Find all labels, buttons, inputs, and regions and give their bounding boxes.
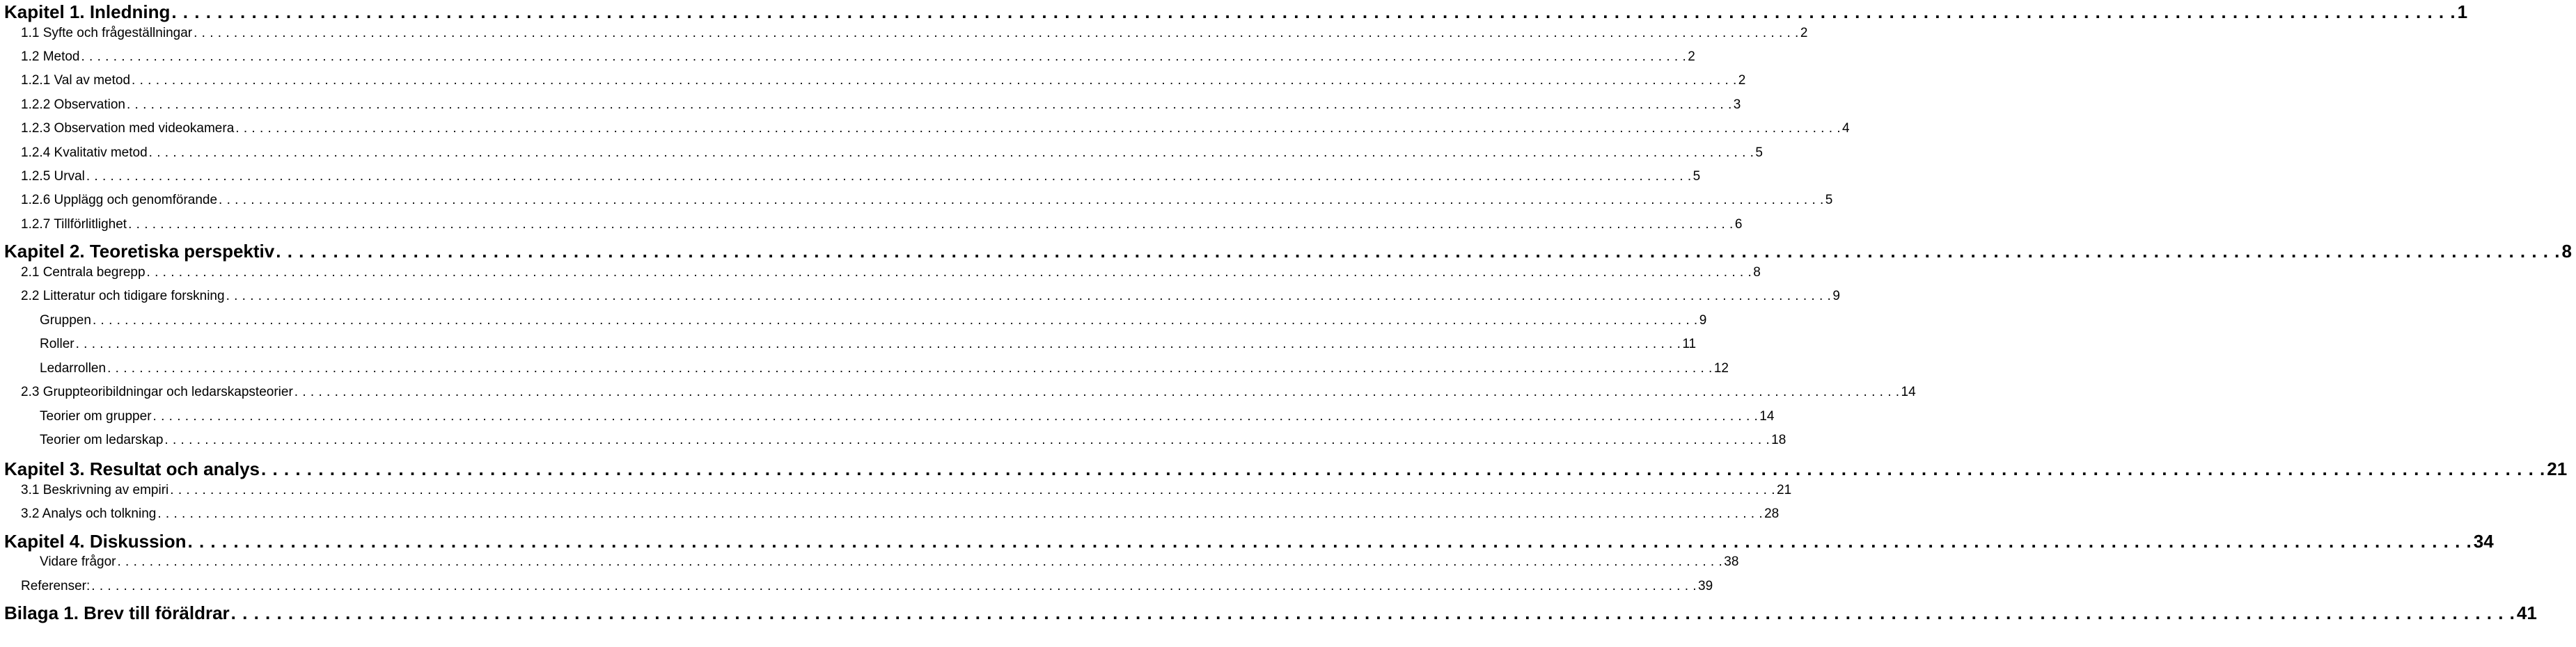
toc-page-number: 34 bbox=[2473, 531, 2494, 552]
toc-page-number: 5 bbox=[1825, 193, 1833, 207]
toc-dot-leader: . . . . . . . . . . . . . . . . . . . . . . . . . . . . . . . . . . . . . . . . . . . . . . . . . . . . . . . . . . . . . . . . . . . . . . . . . . . . . . . . . . . . . . . . . . . . . . . . . . . . . . . . . . . . . . . . . . . . . . . . . . . . . . . . . . . . . . . . . . . . . . . . . . . . . . . . . . . . . . . . . . . . . . . . . . . . . . . . . . . . . . . . . . . . . . . . . . . . . . . . bbox=[170, 483, 1776, 497]
toc-section-entry[interactable] bbox=[0, 169, 1701, 184]
toc-page-number: 2 bbox=[1800, 26, 1808, 40]
toc-entry-title: Kapitel 2. Teoretiska perspektiv bbox=[4, 241, 275, 262]
toc-chapter-entry[interactable] bbox=[0, 458, 2568, 480]
toc-chapter-entry[interactable] bbox=[0, 241, 2572, 262]
toc-page-number: 3 bbox=[1733, 97, 1741, 112]
toc-entry-title: Kapitel 3. Resultat och analys bbox=[4, 458, 260, 479]
toc-section-entry[interactable] bbox=[0, 26, 1808, 41]
toc-page-number: 14 bbox=[1759, 409, 1775, 424]
toc-dot-leader: . . . . . . . . . . . . . . . . . . . . . . . . . . . . . . . . . . . . . . . . . . . . . . . . . . . . . . . . . . . . . . . . . . . . . . . . . . . . . . . . . . . . . . . . . . . . . . . . . . . . . . . . . . . . . . . . . . . . . . . . . . . . . . . . . . . . . . . . . . . . . . . . . . . . . . . . . . . . . . . . . . . . . . . . . . . . . . . . . . . . . . . . . . . . . . . . . . . . . . . . bbox=[75, 337, 1681, 351]
toc-chapter-entry[interactable] bbox=[0, 1, 2468, 23]
toc-section-entry[interactable] bbox=[0, 554, 1739, 570]
toc-dot-leader: . . . . . . . . . . . . . . . . . . . . . . . . . . . . . . . . . . . . . . . . . . . . . . . . . . . . . . . . . . . . . . . . . . . . . . . . . . . . . . . . . . . . . . . . . . . . . . . . . . . . . . . . . . . . . . . . . . . . . . . . . . . . . . . . . . . . . . . . . . . . . . . . . . . . . . . . . . . . . . . . . . . . . . . . . . . . . . . . . . . . . . . . . . . . . . . . . . . . . . . . bbox=[226, 289, 1832, 303]
toc-entry-title: 2.3 Gruppteoribildningar och ledarskapsteorier bbox=[21, 385, 293, 399]
toc-chapter-entry[interactable] bbox=[0, 602, 2537, 624]
toc-entry-title: 1.2.5 Urval bbox=[21, 169, 85, 184]
toc-page-number: 41 bbox=[2516, 602, 2537, 623]
toc-dot-leader: . . . . . . . . . . . . . . . . . . . . . . . . . . . . . . . . . . . . . . . . . . . . . . . . . . . . . . . . . . . . . . . . . . . . . . . . . . . . . . . . . . . . . . . . . . . . . . . . . . . . . . . . . . . . . . . . . . . . . . . . . . . . . . . . . . . . . . . . . . . . . . . . . . . . . . . . . . . . . . . . . . . . . . . . . . . . . . . . . . . . . . . . . . . . . . . . . . . . . . . . bbox=[187, 531, 2472, 552]
toc-entry-title: 1.2.6 Upplägg och genomförande bbox=[21, 193, 218, 207]
toc-dot-leader: . . . . . . . . . . . . . . . . . . . . . . . . . . . . . . . . . . . . . . . . . . . . . . . . . . . . . . . . . . . . . . . . . . . . . . . . . . . . . . . . . . . . . . . . . . . . . . . . . . . . . . . . . . . . . . . . . . . . . . . . . . . . . . . . . . . . . . . . . . . . . . . . . . . . . . . . . . . . . . . . . . . . . . . . . . . . . . . . . . . . . . . . . . . . . . . . . . . . . . . . bbox=[107, 361, 1713, 376]
toc-dot-leader: . . . . . . . . . . . . . . . . . . . . . . . . . . . . . . . . . . . . . . . . . . . . . . . . . . . . . . . . . . . . . . . . . . . . . . . . . . . . . . . . . . . . . . . . . . . . . . . . . . . . . . . . . . . . . . . . . . . . . . . . . . . . . . . . . . . . . . . . . . . . . . . . . . . . . . . . . . . . . . . . . . . . . . . . . . . . . . . . . . . . . . . . . . . . . . . . . . . . . . . . bbox=[86, 169, 1692, 184]
toc-chapter-entry[interactable] bbox=[0, 531, 2494, 552]
toc-dot-leader: . . . . . . . . . . . . . . . . . . . . . . . . . . . . . . . . . . . . . . . . . . . . . . . . . . . . . . . . . . . . . . . . . . . . . . . . . . . . . . . . . . . . . . . . . . . . . . . . . . . . . . . . . . . . . . . . . . . . . . . . . . . . . . . . . . . . . . . . . . . . . . . . . . . . . . . . . . . . . . . . . . . . . . . . . . . . . . . . . . . . . . . . . . . . . . . . . . . . . . . . bbox=[276, 241, 2561, 262]
toc-entry-title: Kapitel 1. Inledning bbox=[4, 1, 171, 22]
toc-section-entry[interactable] bbox=[0, 265, 1761, 280]
toc-dot-leader: . . . . . . . . . . . . . . . . . . . . . . . . . . . . . . . . . . . . . . . . . . . . . . . . . . . . . . . . . . . . . . . . . . . . . . . . . . . . . . . . . . . . . . . . . . . . . . . . . . . . . . . . . . . . . . . . . . . . . . . . . . . . . . . . . . . . . . . . . . . . . . . . . . . . . . . . . . . . . . . . . . . . . . . . . . . . . . . . . . . . . . . . . . . . . . . . . . . . . . . . bbox=[117, 554, 1723, 569]
toc-section-entry[interactable] bbox=[0, 121, 1850, 136]
toc-entry-title: 1.2.2 Observation bbox=[21, 97, 125, 112]
toc-entry-title: 1.2.3 Observation med videokamera bbox=[21, 121, 235, 136]
toc-section-entry[interactable] bbox=[0, 313, 1707, 328]
toc-page-number: 6 bbox=[1734, 217, 1743, 232]
toc-dot-leader: . . . . . . . . . . . . . . . . . . . . . . . . . . . . . . . . . . . . . . . . . . . . . . . . . . . . . . . . . . . . . . . . . . . . . . . . . . . . . . . . . . . . . . . . . . . . . . . . . . . . . . . . . . . . . . . . . . . . . . . . . . . . . . . . . . . . . . . . . . . . . . . . . . . . . . . . . . . . . . . . . . . . . . . . . . . . . . . . . . . . . . . . . . . . . . . . . . . . . . . . bbox=[164, 433, 1770, 447]
toc-entry-title: Teorier om grupper bbox=[40, 409, 152, 424]
toc-dot-leader: . . . . . . . . . . . . . . . . . . . . . . . . . . . . . . . . . . . . . . . . . . . . . . . . . . . . . . . . . . . . . . . . . . . . . . . . . . . . . . . . . . . . . . . . . . . . . . . . . . . . . . . . . . . . . . . . . . . . . . . . . . . . . . . . . . . . . . . . . . . . . . . . . . . . . . . . . . . . . . . . . . . . . . . . . . . . . . . . . . . . . . . . . . . . . . . . . . . . . . . . bbox=[126, 97, 1732, 112]
toc-entry-title: 1.2.4 Kvalitativ metod bbox=[21, 145, 148, 160]
toc-dot-leader: . . . . . . . . . . . . . . . . . . . . . . . . . . . . . . . . . . . . . . . . . . . . . . . . . . . . . . . . . . . . . . . . . . . . . . . . . . . . . . . . . . . . . . . . . . . . . . . . . . . . . . . . . . . . . . . . . . . . . . . . . . . . . . . . . . . . . . . . . . . . . . . . . . . . . . . . . . . . . . . . . . . . . . . . . . . . . . . . . . . . . . . . . . . . . . . . . . . . . . . . bbox=[91, 579, 1697, 593]
toc-section-entry[interactable] bbox=[0, 361, 1729, 376]
toc-dot-leader: . . . . . . . . . . . . . . . . . . . . . . . . . . . . . . . . . . . . . . . . . . . . . . . . . . . . . . . . . . . . . . . . . . . . . . . . . . . . . . . . . . . . . . . . . . . . . . . . . . . . . . . . . . . . . . . . . . . . . . . . . . . . . . . . . . . . . . . . . . . . . . . . . . . . . . . . . . . . . . . . . . . . . . . . . . . . . . . . . . . . . . . . . . . . . . . . . . . . . . . . bbox=[152, 409, 1759, 424]
toc-dot-leader: . . . . . . . . . . . . . . . . . . . . . . . . . . . . . . . . . . . . . . . . . . . . . . . . . . . . . . . . . . . . . . . . . . . . . . . . . . . . . . . . . . . . . . . . . . . . . . . . . . . . . . . . . . . . . . . . . . . . . . . . . . . . . . . . . . . . . . . . . . . . . . . . . . . . . . . . . . . . . . . . . . . . . . . . . . . . . . . . . . . . . . . . . . . . . . . . . . . . . . . . bbox=[148, 145, 1754, 160]
toc-page-number: 14 bbox=[1901, 385, 1916, 399]
toc-page-number: 4 bbox=[1842, 121, 1850, 136]
toc-page-number: 2 bbox=[1688, 49, 1695, 64]
toc-dot-leader: . . . . . . . . . . . . . . . . . . . . . . . . . . . . . . . . . . . . . . . . . . . . . . . . . . . . . . . . . . . . . . . . . . . . . . . . . . . . . . . . . . . . . . . . . . . . . . . . . . . . . . . . . . . . . . . . . . . . . . . . . . . . . . . . . . . . . . . . . . . . . . . . . . . . . . . . . . . . . . . . . . . . . . . . . . . . . . . . . . . . . . . . . . . . . . . . . . . . . . . . bbox=[235, 121, 1841, 136]
toc-dot-leader: . . . . . . . . . . . . . . . . . . . . . . . . . . . . . . . . . . . . . . . . . . . . . . . . . . . . . . . . . . . . . . . . . . . . . . . . . . . . . . . . . . . . . . . . . . . . . . . . . . . . . . . . . . . . . . . . . . . . . . . . . . . . . . . . . . . . . . . . . . . . . . . . . . . . . . . . . . . . . . . . . . . . . . . . . . . . . . . . . . . . . . . . . . . . . . . . . . . . . . . . bbox=[81, 49, 1687, 64]
toc-entry-title: Kapitel 4. Diskussion bbox=[4, 531, 187, 552]
toc-page-number: 9 bbox=[1832, 289, 1840, 303]
toc-entry-title: Ledarrollen bbox=[40, 361, 107, 376]
toc-entry-title: Gruppen bbox=[40, 313, 91, 328]
toc-section-entry[interactable] bbox=[0, 145, 1763, 161]
toc-page-number: 5 bbox=[1755, 145, 1763, 160]
toc-entry-title: 1.1 Syfte och frågeställningar bbox=[21, 26, 193, 40]
toc-page-number: 9 bbox=[1699, 313, 1707, 328]
toc-page-number: 21 bbox=[2547, 458, 2568, 479]
toc-page-number: 2 bbox=[1738, 73, 1746, 88]
toc-section-entry[interactable] bbox=[0, 433, 1786, 448]
toc-section-entry[interactable] bbox=[0, 73, 1746, 88]
toc-page-number: 12 bbox=[1713, 361, 1729, 376]
toc-entry-title: 1.2 Metod bbox=[21, 49, 80, 64]
toc-entry-title: Vidare frågor bbox=[40, 554, 116, 569]
toc-entry-title: Teorier om ledarskap bbox=[40, 433, 164, 447]
toc-dot-leader: . . . . . . . . . . . . . . . . . . . . . . . . . . . . . . . . . . . . . . . . . . . . . . . . . . . . . . . . . . . . . . . . . . . . . . . . . . . . . . . . . . . . . . . . . . . . . . . . . . . . . . . . . . . . . . . . . . . . . . . . . . . . . . . . . . . . . . . . . . . . . . . . . . . . . . . . . . . . . . . . . . . . . . . . . . . . . . . . . . . . . . . . . . . . . . . . . . . . . . . . bbox=[157, 506, 1764, 521]
toc-page-number: 8 bbox=[1753, 265, 1761, 280]
toc-entry-title: 3.1 Beskrivning av empiri bbox=[21, 483, 169, 497]
toc-section-entry[interactable] bbox=[0, 97, 1741, 113]
toc-entry-title: 1.2.7 Tillförlitlighet bbox=[21, 217, 127, 232]
toc-section-entry[interactable] bbox=[0, 506, 1780, 522]
toc-page-number: 5 bbox=[1693, 169, 1701, 184]
toc-entry-title: 1.2.1 Val av metod bbox=[21, 73, 131, 88]
toc-entry-title: Referenser: bbox=[21, 579, 91, 593]
toc-page-number: 11 bbox=[1682, 337, 1697, 351]
toc-section-entry[interactable] bbox=[0, 337, 1697, 352]
toc-section-entry[interactable] bbox=[0, 217, 1743, 232]
toc-section-entry[interactable] bbox=[0, 289, 1840, 304]
toc-dot-leader: . . . . . . . . . . . . . . . . . . . . . . . . . . . . . . . . . . . . . . . . . . . . . . . . . . . . . . . . . . . . . . . . . . . . . . . . . . . . . . . . . . . . . . . . . . . . . . . . . . . . . . . . . . . . . . . . . . . . . . . . . . . . . . . . . . . . . . . . . . . . . . . . . . . . . . . . . . . . . . . . . . . . . . . . . . . . . . . . . . . . . . . . . . . . . . . . . . . . . . . . bbox=[294, 385, 1900, 399]
toc-dot-leader: . . . . . . . . . . . . . . . . . . . . . . . . . . . . . . . . . . . . . . . . . . . . . . . . . . . . . . . . . . . . . . . . . . . . . . . . . . . . . . . . . . . . . . . . . . . . . . . . . . . . . . . . . . . . . . . . . . . . . . . . . . . . . . . . . . . . . . . . . . . . . . . . . . . . . . . . . . . . . . . . . . . . . . . . . . . . . . . . . . . . . . . . . . . . . . . . . . . . . . . . bbox=[132, 73, 1737, 88]
toc-dot-leader: . . . . . . . . . . . . . . . . . . . . . . . . . . . . . . . . . . . . . . . . . . . . . . . . . . . . . . . . . . . . . . . . . . . . . . . . . . . . . . . . . . . . . . . . . . . . . . . . . . . . . . . . . . . . . . . . . . . . . . . . . . . . . . . . . . . . . . . . . . . . . . . . . . . . . . . . . . . . . . . . . . . . . . . . . . . . . . . . . . . . . . . . . . . . . . . . . . . . . . . . bbox=[261, 458, 2546, 479]
toc-page-number: 39 bbox=[1698, 579, 1713, 593]
toc-entry-title: 3.2 Analys och tolkning bbox=[21, 506, 157, 521]
toc-section-entry[interactable] bbox=[0, 579, 1713, 594]
toc-section-entry[interactable] bbox=[0, 483, 1792, 498]
toc-dot-leader: . . . . . . . . . . . . . . . . . . . . . . . . . . . . . . . . . . . . . . . . . . . . . . . . . . . . . . . . . . . . . . . . . . . . . . . . . . . . . . . . . . . . . . . . . . . . . . . . . . . . . . . . . . . . . . . . . . . . . . . . . . . . . . . . . . . . . . . . . . . . . . . . . . . . . . . . . . . . . . . . . . . . . . . . . . . . . . . . . . . . . . . . . . . . . . . . . . . . . . . . bbox=[146, 265, 1752, 280]
toc-entry-title: 2.1 Centrala begrepp bbox=[21, 265, 146, 280]
toc-page-number: 28 bbox=[1764, 506, 1780, 521]
toc-page-number: 21 bbox=[1777, 483, 1792, 497]
toc-entry-title: Roller bbox=[40, 337, 74, 351]
toc-page-number: 1 bbox=[2457, 1, 2468, 22]
toc-section-entry[interactable] bbox=[0, 409, 1775, 424]
toc-section-entry[interactable] bbox=[0, 49, 1695, 65]
toc-dot-leader: . . . . . . . . . . . . . . . . . . . . . . . . . . . . . . . . . . . . . . . . . . . . . . . . . . . . . . . . . . . . . . . . . . . . . . . . . . . . . . . . . . . . . . . . . . . . . . . . . . . . . . . . . . . . . . . . . . . . . . . . . . . . . . . . . . . . . . . . . . . . . . . . . . . . . . . . . . . . . . . . . . . . . . . . . . . . . . . . . . . . . . . . . . . . . . . . . . . . . . . . bbox=[92, 313, 1698, 328]
toc-page-number: 18 bbox=[1771, 433, 1786, 447]
toc-dot-leader: . . . . . . . . . . . . . . . . . . . . . . . . . . . . . . . . . . . . . . . . . . . . . . . . . . . . . . . . . . . . . . . . . . . . . . . . . . . . . . . . . . . . . . . . . . . . . . . . . . . . . . . . . . . . . . . . . . . . . . . . . . . . . . . . . . . . . . . . . . . . . . . . . . . . . . . . . . . . . . . . . . . . . . . . . . . . . . . . . . . . . . . . . . . . . . . . . . . . . . . . bbox=[194, 26, 1799, 40]
toc-section-entry[interactable] bbox=[0, 193, 1833, 208]
toc-page-number: 8 bbox=[2561, 241, 2572, 262]
toc-section-entry[interactable] bbox=[0, 385, 1916, 400]
toc-entry-title: 2.2 Litteratur och tidigare forskning bbox=[21, 289, 225, 303]
toc-dot-leader: . . . . . . . . . . . . . . . . . . . . . . . . . . . . . . . . . . . . . . . . . . . . . . . . . . . . . . . . . . . . . . . . . . . . . . . . . . . . . . . . . . . . . . . . . . . . . . . . . . . . . . . . . . . . . . . . . . . . . . . . . . . . . . . . . . . . . . . . . . . . . . . . . . . . . . . . . . . . . . . . . . . . . . . . . . . . . . . . . . . . . . . . . . . . . . . . . . . . . . . . bbox=[171, 1, 2456, 22]
toc-dot-leader: . . . . . . . . . . . . . . . . . . . . . . . . . . . . . . . . . . . . . . . . . . . . . . . . . . . . . . . . . . . . . . . . . . . . . . . . . . . . . . . . . . . . . . . . . . . . . . . . . . . . . . . . . . . . . . . . . . . . . . . . . . . . . . . . . . . . . . . . . . . . . . . . . . . . . . . . . . . . . . . . . . . . . . . . . . . . . . . . . . . . . . . . . . . . . . . . . . . . . . . . bbox=[219, 193, 1824, 207]
toc-dot-leader: . . . . . . . . . . . . . . . . . . . . . . . . . . . . . . . . . . . . . . . . . . . . . . . . . . . . . . . . . . . . . . . . . . . . . . . . . . . . . . . . . . . . . . . . . . . . . . . . . . . . . . . . . . . . . . . . . . . . . . . . . . . . . . . . . . . . . . . . . . . . . . . . . . . . . . . . . . . . . . . . . . . . . . . . . . . . . . . . . . . . . . . . . . . . . . . . . . . . . . . . bbox=[128, 217, 1734, 232]
toc-dot-leader: . . . . . . . . . . . . . . . . . . . . . . . . . . . . . . . . . . . . . . . . . . . . . . . . . . . . . . . . . . . . . . . . . . . . . . . . . . . . . . . . . . . . . . . . . . . . . . . . . . . . . . . . . . . . . . . . . . . . . . . . . . . . . . . . . . . . . . . . . . . . . . . . . . . . . . . . . . . . . . . . . . . . . . . . . . . . . . . . . . . . . . . . . . . . . . . . . . . . . . . . bbox=[230, 602, 2515, 623]
toc-entry-title: Bilaga 1. Brev till föräldrar bbox=[4, 602, 230, 623]
toc-page-number: 38 bbox=[1724, 554, 1739, 569]
